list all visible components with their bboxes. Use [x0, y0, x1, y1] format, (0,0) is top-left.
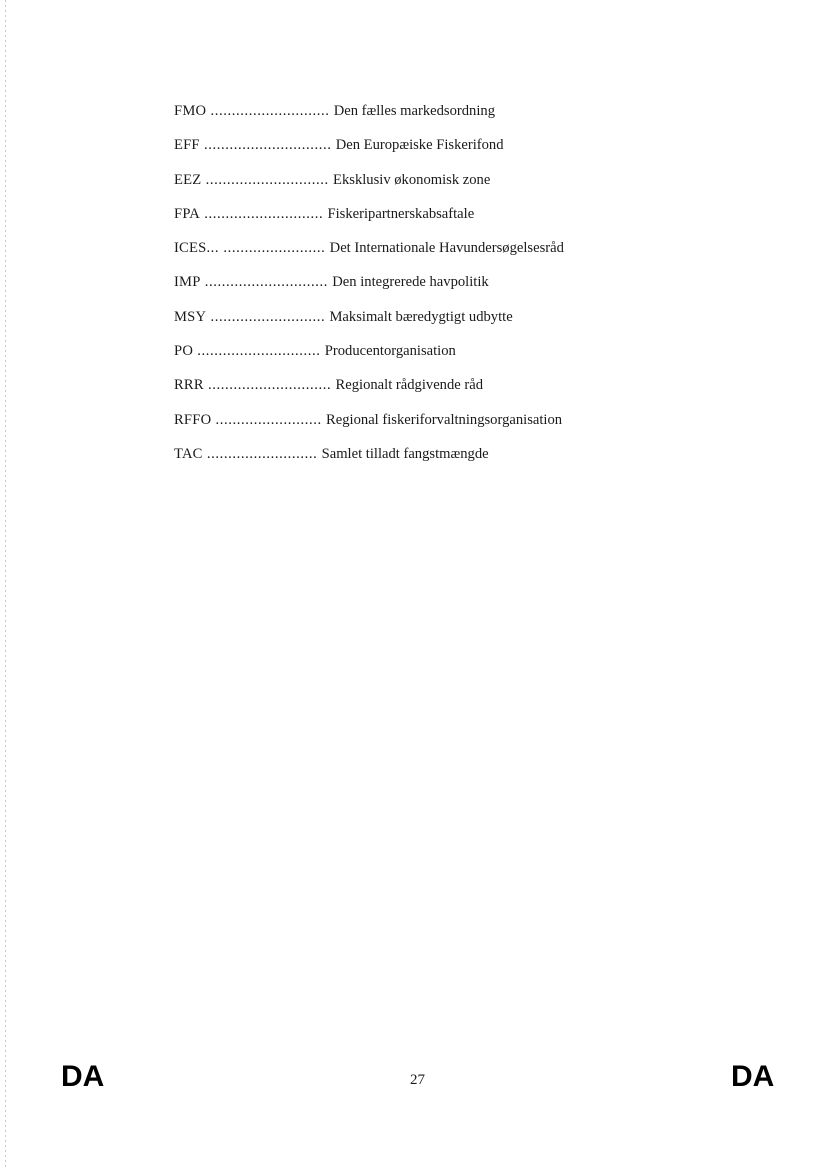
dot-leader: ..........................: [202, 445, 322, 462]
dot-leader: .............................: [193, 343, 325, 360]
dot-leader: .............................: [203, 377, 336, 394]
abbreviation-definition: Producentorganisation: [324, 343, 456, 360]
abbreviation-row: [174, 100, 564, 134]
abbreviation-definition: Den integrerede havpolitik: [332, 274, 489, 291]
footer-language-code-right: DA: [731, 1060, 775, 1093]
abbreviation-row: [174, 271, 564, 305]
abbreviation-term: PO: [174, 343, 194, 360]
abbreviation-definition: Regionalt rådgivende råd: [335, 377, 484, 394]
abbreviation-definition: Fiskeripartnerskabsaftale: [327, 205, 475, 222]
abbreviation-term: FMO: [174, 103, 207, 119]
abbreviation-row: [174, 237, 564, 271]
abbreviation-definition: Det Internationale Havundersøgelsesråd: [329, 240, 564, 257]
abbreviation-term: RRR: [174, 377, 204, 394]
abbreviation-definition: Den fælles markedsordning: [333, 103, 495, 119]
abbreviation-row: [174, 340, 564, 374]
abbreviation-term: FPA: [174, 205, 201, 222]
footer-language-code-left: DA: [61, 1060, 105, 1093]
abbreviation-definition: Samlet tilladt fangstmængde: [321, 445, 489, 462]
abbreviation-row: [174, 374, 564, 408]
abbreviation-term: EEZ: [174, 171, 202, 188]
abbreviation-definition: Maksimalt bæredygtigt udbytte: [329, 308, 513, 325]
abbreviation-term: RFFO: [174, 411, 212, 428]
abbreviation-row: [174, 306, 564, 340]
page-number: 27: [410, 1072, 425, 1088]
dot-leader: .............................: [201, 171, 334, 188]
abbreviation-row: [174, 443, 564, 477]
abbreviation-term: IMP: [174, 274, 201, 291]
abbreviation-row: [174, 409, 564, 443]
abbreviation-list: [174, 100, 564, 477]
abbreviation-row: [174, 134, 564, 168]
dot-leader: ... ........................: [206, 240, 330, 257]
dot-leader: ............................: [200, 205, 328, 222]
abbreviation-term: MSY: [174, 308, 207, 325]
abbreviation-definition: Eksklusiv økonomisk zone: [333, 171, 491, 188]
dot-leader: ..............................: [199, 137, 336, 154]
abbreviation-term: ICES: [174, 240, 207, 257]
abbreviation-definition: Den Europæiske Fiskerifond: [335, 137, 504, 154]
dot-leader: ...........................: [206, 308, 330, 325]
abbreviation-definition: Regional fiskeriforvaltningsorganisation: [326, 411, 563, 428]
dot-leader: ............................: [206, 103, 334, 119]
scan-margin-line: [5, 0, 6, 1168]
abbreviation-term: EFF: [174, 137, 200, 154]
dot-leader: .............................: [200, 274, 333, 291]
abbreviation-row: [174, 169, 564, 203]
dot-leader: .........................: [211, 411, 327, 428]
abbreviation-row: [174, 203, 564, 237]
abbreviation-term: TAC: [174, 445, 203, 462]
